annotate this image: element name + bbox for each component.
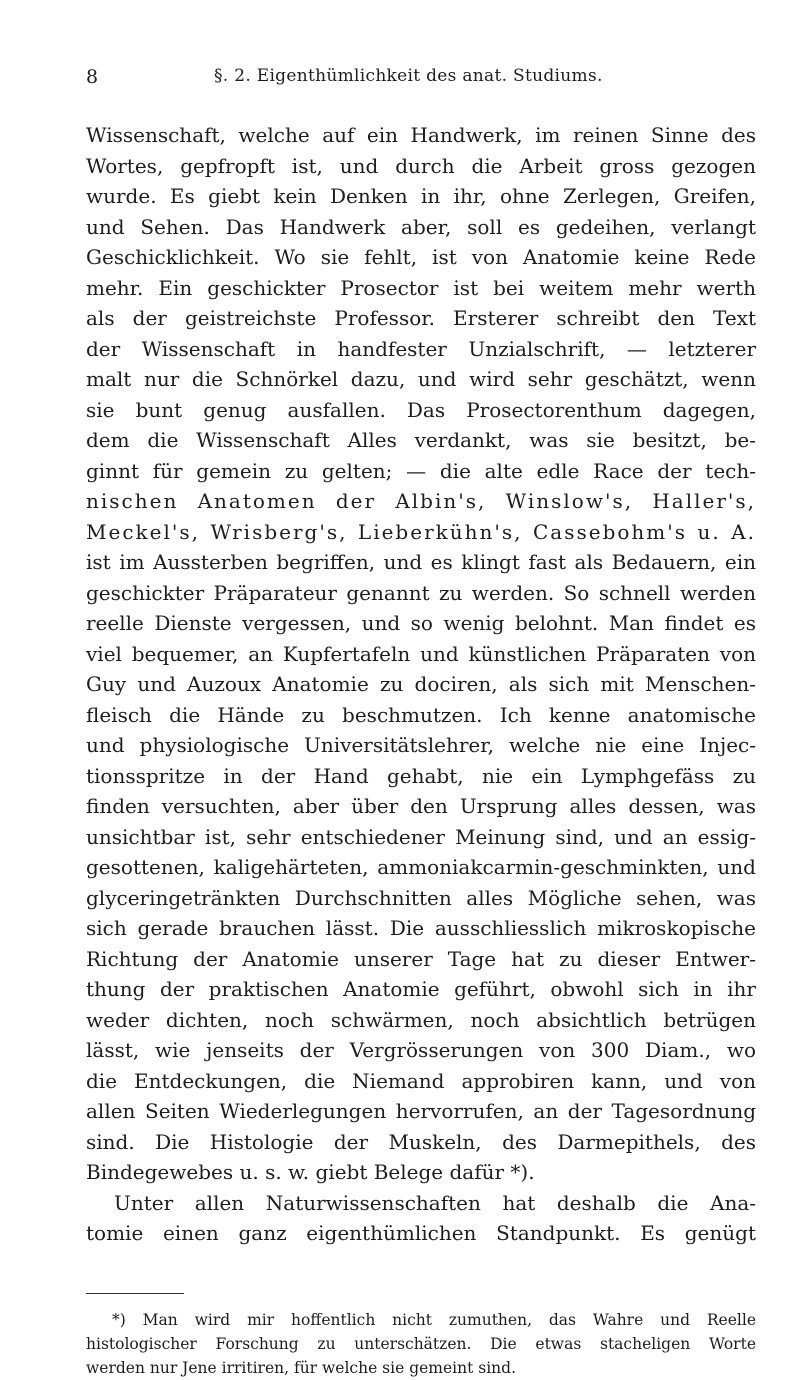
text-line: unsichtbar ist, sehr entschiedener Meinung sind, und an essig- (86, 824, 756, 849)
text-line: sind. Die Histologie der Muskeln, des Darmepithels, des (86, 1129, 756, 1154)
text-line: finden versuchten, aber über den Ursprung alles dessen, was (86, 794, 756, 818)
text-line: mehr. Ein geschickter Prosector ist bei weitem mehr werth (86, 275, 756, 300)
text-line: reelle Dienste vergessen, und so wenig belohnt. Man findet es (86, 611, 756, 635)
text-line: Guy und Auzoux Anatomie zu dociren, als sich mit Menschen- (86, 672, 756, 696)
text-line: ginnt für gemein zu gelten; — die alte edle Race der tech- (86, 458, 756, 483)
footnote (86, 1308, 756, 1380)
text-line: dem die Wissenschaft Alles verdankt, was sie besitzt, be- (86, 428, 756, 452)
text-line: und Sehen. Das Handwerk aber, soll es gedeihen, verlangt (86, 214, 756, 239)
footnote-line: werden nur Jene irritiren, für welche sie gemeint sind. (86, 1358, 516, 1377)
text-line: Meckel's, Wrisberg's, Lieberkühn's, Cassebohm's u. A. (86, 519, 756, 544)
text-line: tomie einen ganz eigenthümlichen Standpunkt. Es genügt (86, 1221, 756, 1245)
text-line: als der geistreichste Professor. Ersterer schreibt den Text (86, 306, 756, 330)
book-page (86, 66, 756, 1380)
text-line: und physiologische Universitätslehrer, welche nie eine Injec- (86, 733, 756, 757)
text-line: sich gerade brauchen lässt. Die ausschliesslich mikroskopische (86, 916, 756, 940)
footnote-line: *) Man wird mir hoffentlich nicht zumuthen, das Wahre und Reelle (112, 1310, 756, 1329)
text-line: ist im Aussterben begriffen, und es klingt fast als Bedauern, ein (86, 550, 756, 574)
text-line: wurde. Es giebt kein Denken in ihr, ohne Zerlegen, Greifen, (86, 184, 756, 208)
text-line: nischen Anatomen der Albin's, Winslow's, Haller's, (86, 489, 756, 513)
running-header (86, 66, 756, 92)
text-line: die Entdeckungen, die Niemand approbiren kann, und von (86, 1068, 756, 1093)
text-line: Wissenschaft, welche auf ein Handwerk, im reinen Sinne des (86, 123, 756, 147)
footnote-line: histologischer Forschung zu unterschätzen. Die etwas stacheligen Worte (86, 1334, 756, 1353)
text-line: Bindegewebes u. s. w. giebt Belege dafür *). (86, 1160, 535, 1184)
text-line: geschickter Präparateur genannt zu werden. So schnell werden (86, 580, 756, 605)
text-line: fleisch die Hände zu beschmutzen. Ich kenne anatomische (86, 702, 756, 727)
text-line: thung der praktischen Anatomie geführt, obwohl sich in ihr (86, 977, 756, 1001)
text-line: weder dichten, noch schwärmen, noch absichtlich betrügen (86, 1007, 756, 1032)
text-line: glyceringetränkten Durchschnitten alles Mögliche sehen, was (86, 885, 756, 910)
text-line: malt nur die Schnörkel dazu, und wird sehr geschätzt, wenn (86, 367, 756, 391)
text-line: tionsspritze in der Hand gehabt, nie ein Lymphgefäss zu (86, 763, 756, 788)
body-text (86, 120, 756, 1249)
text-line: allen Seiten Wiederlegungen hervorrufen, an der Tagesordnung (86, 1099, 756, 1123)
section-title: §. 2. Eigenthümlichkeit des anat. Studiums. (214, 66, 603, 86)
page-number: 8 (86, 66, 99, 88)
text-line: Unter allen Naturwissenschaften hat deshalb die Ana- (114, 1190, 756, 1215)
text-line: lässt, wie jenseits der Vergrösserungen von 300 Diam., wo (86, 1038, 756, 1062)
text-line: der Wissenschaft in handfester Unzialschrift, — letzterer (86, 336, 756, 361)
text-line: Wortes, gepfropft ist, und durch die Arbeit gross gezogen (86, 153, 756, 178)
text-line: gesottenen, kaligehärteten, ammoniakcarmin-geschminkten, und (86, 855, 756, 879)
text-line: Geschicklichkeit. Wo sie fehlt, ist von Anatomie keine Rede (86, 245, 756, 269)
text-line: sie bunt genug ausfallen. Das Prosectorenthum dagegen, (86, 397, 756, 422)
footnote-divider (86, 1293, 184, 1294)
text-line: Richtung der Anatomie unserer Tage hat zu dieser Entwer- (86, 946, 756, 971)
text-line: viel bequemer, an Kupfertafeln und künstlichen Präparaten von (86, 641, 756, 666)
